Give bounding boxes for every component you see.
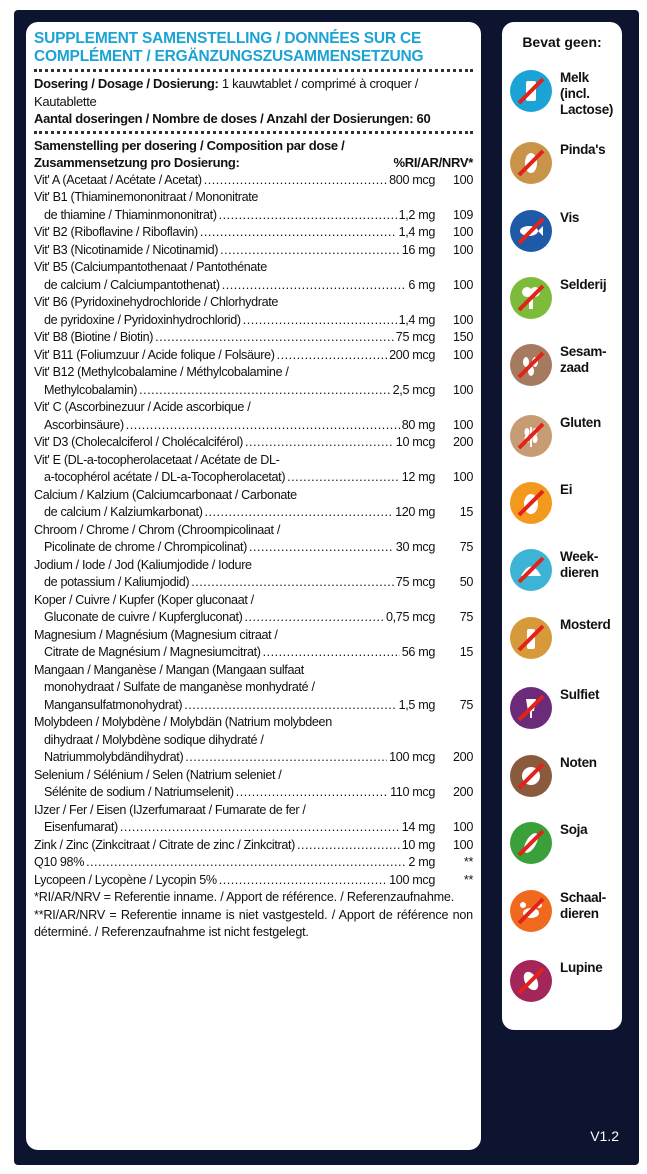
dot-leader <box>86 854 406 872</box>
nutrient-name-line: Vit' B1 (Thiaminemononitraat / Mononitrate <box>34 190 259 204</box>
nutrient-amount: 1,4 mg <box>398 225 435 239</box>
allergen-label: Vis <box>560 210 580 225</box>
nutrient-value-line <box>34 574 473 592</box>
nutrient-value-line <box>34 819 473 837</box>
allergen-label: Sesam- zaad <box>560 344 607 375</box>
nutrient-ri-percent: ** <box>463 872 473 887</box>
nutrient-ri-percent: 15 <box>459 505 473 519</box>
nutrient-row <box>34 802 473 837</box>
table-header <box>34 137 473 172</box>
nutrient-value-line <box>34 854 473 872</box>
dose-count-value: 60 <box>413 111 431 126</box>
dot-leader <box>249 539 394 557</box>
nutrient-amount: 1,5 mg <box>398 697 435 712</box>
nutrient-name-line: Vit' B6 (Pyridoxinehydrochloride / Chlorhydrate <box>34 295 279 309</box>
nutrient-value-line <box>34 207 473 225</box>
nutrient-name-line: Jodium / Iode / Jod (Kaliumjodide / Iodure <box>34 557 252 572</box>
allergen-label: Mosterd <box>560 617 611 632</box>
allergen-item <box>508 687 620 737</box>
nutrient-row <box>34 627 473 662</box>
nutrient-ri-percent: 75 <box>459 697 473 712</box>
nutrient-value-line <box>34 172 473 190</box>
dot-leader <box>219 207 397 225</box>
nutrient-name: Q10 98% <box>34 855 85 869</box>
nutrient-row <box>34 522 473 557</box>
dot-leader <box>205 504 394 522</box>
dot-leader <box>287 469 400 487</box>
allergen-label: Sulfiet <box>560 687 600 702</box>
dot-leader <box>243 312 397 330</box>
mustard-icon <box>510 617 552 659</box>
nutrient-row <box>34 452 473 487</box>
nutrient-ri-percent: 100 <box>453 312 473 327</box>
nutrient-amount: 120 mg <box>395 505 435 519</box>
allergen-item <box>508 822 620 872</box>
table-header-line2: Zusammensetzung pro Dosierung: <box>34 155 240 170</box>
nutrient-value-line <box>34 312 473 330</box>
nutrient-name: Eisenfumarat) <box>44 820 118 834</box>
crab-icon <box>510 890 552 932</box>
allergen-item <box>508 210 620 260</box>
nutrient-ri-percent: ** <box>463 855 473 869</box>
sulfite-icon <box>510 687 552 729</box>
nutrient-value-line <box>34 347 473 365</box>
dot-leader <box>126 417 400 435</box>
allergen-item <box>508 755 620 805</box>
allergen-item <box>508 549 620 599</box>
nutrient-name: de calcium / Kalziumkarbonat) <box>44 505 203 519</box>
dot-leader <box>204 172 387 190</box>
allergen-label: Noten <box>560 755 597 770</box>
nutrient-row <box>34 294 473 329</box>
nutrient-amount: 110 mcg <box>390 785 435 799</box>
dosage-block <box>34 75 473 128</box>
nutrient-name-line: monohydraat / Sulfate de manganèse monhydraté / <box>44 680 315 694</box>
nutrient-name: Picolinate de chrome / Chrompicolinat) <box>44 540 247 554</box>
nutrient-name-line: Molybdeen / Molybdène / Molybdän (Natrium molybdeen <box>34 715 332 729</box>
nutrient-amount: 0,75 mcg <box>385 610 435 624</box>
nutrient-amount: 10 mcg <box>395 435 435 449</box>
nutrient-ri-percent: 100 <box>453 417 473 432</box>
allergen-label: Selderij <box>560 277 607 292</box>
dot-leader <box>184 697 396 715</box>
egg-icon <box>510 482 552 524</box>
allergen-item <box>508 415 620 465</box>
nutrient-ri-percent: 200 <box>453 785 473 799</box>
allergen-item <box>508 890 620 940</box>
allergen-item <box>508 960 620 1010</box>
nutrient-amount: 200 mcg <box>389 347 435 362</box>
dot-leader <box>220 242 400 260</box>
nutrient-row <box>34 347 473 365</box>
nutrient-name-line: Selenium / Sélénium / Selen (Natrium seleniet / <box>34 767 282 782</box>
nut-icon <box>510 755 552 797</box>
allergen-item <box>508 142 620 192</box>
nutrient-row <box>34 329 473 347</box>
nutrient-name: Sélénite de sodium / Natriumselenit) <box>44 785 234 799</box>
shell-icon <box>510 549 552 591</box>
allergen-label: Pinda's <box>560 142 606 157</box>
nutrient-row <box>34 662 473 715</box>
dot-leader <box>185 749 387 767</box>
nutrient-name: Vit' B2 (Riboflavine / Riboflavin) <box>34 225 198 239</box>
nutrient-name: de thiamine / Thiaminmononitrat) <box>44 207 217 222</box>
nutrient-amount: 16 mg <box>401 242 435 257</box>
nutrient-value-line <box>34 434 473 452</box>
allergen-item <box>508 344 620 394</box>
dotted-divider <box>34 69 473 72</box>
nutrient-row <box>34 854 473 872</box>
nutrient-amount: 12 mg <box>401 470 435 484</box>
nutrient-ri-percent: 200 <box>453 435 473 449</box>
sesame-icon <box>510 344 552 386</box>
dose-count-label: Aantal doseringen / Nombre de doses / Anzahl der Dosierungen: <box>34 111 414 126</box>
nutrient-ri-percent: 100 <box>453 172 473 187</box>
allergen-item <box>508 482 620 532</box>
nutrient-table <box>34 172 473 890</box>
nutrient-value-line <box>34 329 473 347</box>
nutrient-amount: 75 mcg <box>395 330 435 344</box>
allergen-label: Ei <box>560 482 573 497</box>
allergen-label: Week- dieren <box>560 549 599 580</box>
nutrient-row <box>34 872 473 890</box>
lupine-icon <box>510 960 552 1002</box>
footnote-2: **RI/AR/NRV = Referentie inname is niet vastgesteld. / Apport de référence non déterminé. / Referenzaufnahme ist nicht festgelegt. <box>34 907 473 939</box>
nutrient-name: Gluconate de cuivre / Kupfergluconat) <box>44 610 243 624</box>
nutrient-amount: 100 mcg <box>389 750 435 764</box>
celery-icon <box>510 277 552 319</box>
nutrient-ri-percent: 109 <box>453 207 473 222</box>
footnote-1: *RI/AR/NRV = Referentie inname. / Apport de référence. / Referenzaufnahme. <box>34 890 455 904</box>
nutrient-name: Vit' B3 (Nicotinamide / Nicotinamid) <box>34 242 219 257</box>
dosage-value: 1 kauwtablet / comprimé à croquer / <box>218 76 419 91</box>
dot-leader <box>297 837 400 855</box>
dot-leader <box>120 819 400 837</box>
dot-leader <box>139 382 391 400</box>
nutrient-ri-percent: 15 <box>459 645 473 659</box>
allergen-title: Bevat geen: <box>522 34 602 50</box>
nutrient-amount: 2,5 mcg <box>392 382 435 397</box>
nutrient-name-line: Vit' B12 (Methylcobalamine / Méthylcobalamine / <box>34 365 289 379</box>
nutrient-name: Vit' B11 (Foliumzuur / Acide folique / Folsäure) <box>34 347 275 362</box>
nutrient-name-line: IJzer / Fer / Eisen (IJzerfumaraat / Fumarate de fer / <box>34 802 306 817</box>
nutrient-amount: 800 mcg <box>389 172 435 187</box>
dot-leader <box>219 872 387 890</box>
nutrient-name-line: Koper / Cuivre / Kupfer (Koper gluconaat / <box>34 592 254 607</box>
nutrient-row <box>34 364 473 399</box>
nutrient-value-line <box>34 277 473 295</box>
heading-line2: COMPLÉMENT / ERGÄNZUNGSZUSAMMENSETZUNG <box>34 48 424 65</box>
dot-leader <box>191 574 394 592</box>
nutrient-value-line <box>34 609 473 627</box>
dot-leader <box>244 609 384 627</box>
nutrient-name: Vit' B8 (Biotine / Biotin) <box>34 330 154 344</box>
nutrient-name: Lycopeen / Lycopène / Lycopin 5% <box>34 872 217 887</box>
nutrient-value-line <box>34 382 473 400</box>
nutrient-ri-percent: 100 <box>453 277 473 292</box>
heading-line1: SUPPLEMENT SAMENSTELLING / DONNÉES SUR CE <box>34 30 422 47</box>
nutrient-amount: 2 mg <box>408 855 435 869</box>
nutrient-value-line <box>34 242 473 260</box>
nutrient-amount: 80 mg <box>401 417 435 432</box>
nutrient-row <box>34 399 473 434</box>
nutrient-ri-percent: 150 <box>453 330 473 344</box>
nutrient-ri-percent: 200 <box>453 750 473 764</box>
nutrient-name: Mangansulfatmonohydrat) <box>44 697 183 712</box>
nutrient-amount: 100 mcg <box>389 872 435 887</box>
nutrient-name: Vit' A (Acetaat / Acétate / Acetat) <box>34 172 202 187</box>
nutrient-ri-percent: 75 <box>459 540 473 554</box>
nutrient-name: Methylcobalamin) <box>44 382 138 397</box>
allergen-item <box>508 277 620 327</box>
nutrient-row <box>34 189 473 224</box>
nutrient-row <box>34 434 473 452</box>
allergen-label: Gluten <box>560 415 601 430</box>
nutrient-name: de calcium / Calciumpantothenat) <box>44 277 220 292</box>
nutrient-name-line: dihydraat / Molybdène sodique dihydraté / <box>44 732 264 747</box>
peanut-icon <box>510 142 552 184</box>
nutrient-row <box>34 172 473 190</box>
dot-leader <box>200 224 397 242</box>
allergen-label: Lupine <box>560 960 603 975</box>
nutrient-amount: 75 mcg <box>395 575 435 589</box>
table-header-ri: %RI/AR/NRV* <box>393 155 473 170</box>
nutrient-ri-percent: 75 <box>459 610 473 624</box>
nutrient-value-line <box>34 837 473 855</box>
version-label: V1.2 <box>590 1128 619 1144</box>
nutrient-name-line: Mangaan / Manganèse / Mangan (Mangaan sulfaat <box>34 662 304 677</box>
nutrient-name-line: Vit' E (DL-a-tocopherolacetaat / Acétate de DL- <box>34 452 280 467</box>
nutrient-ri-percent: 100 <box>453 347 473 362</box>
allergen-label: Schaal- dieren <box>560 890 606 921</box>
nutrient-value-line <box>34 644 473 662</box>
nutrient-value-line <box>34 872 473 890</box>
allergen-item <box>508 70 620 120</box>
nutrient-name: Citrate de Magnésium / Magnesiumcitrat) <box>44 645 261 659</box>
nutrient-amount: 1,2 mg <box>398 207 435 222</box>
composition-panel <box>26 22 481 1150</box>
dot-leader <box>155 329 394 347</box>
nutrient-value-line <box>34 417 473 435</box>
soy-icon <box>510 822 552 864</box>
composition-heading <box>34 30 473 66</box>
nutrient-amount: 1,4 mg <box>398 312 435 327</box>
nutrient-value-line <box>34 697 473 715</box>
allergen-panel <box>502 22 622 1030</box>
nutrient-amount: 14 mg <box>401 820 435 834</box>
dot-leader <box>245 434 394 452</box>
nutrient-name-line: Vit' C (Ascorbinezuur / Acide ascorbique / <box>34 400 251 414</box>
nutrient-row <box>34 714 473 767</box>
allergen-item <box>508 617 620 667</box>
nutrient-row <box>34 767 473 802</box>
nutrient-ri-percent: 100 <box>453 225 473 239</box>
nutrient-name: de pyridoxine / Pyridoxinhydrochlorid) <box>44 312 241 327</box>
nutrient-name: Natriummolybdändihydrat) <box>44 750 184 764</box>
nutrient-ri-percent: 100 <box>453 837 473 852</box>
milk-icon <box>510 70 552 112</box>
dot-leader <box>277 347 388 365</box>
nutrient-row <box>34 487 473 522</box>
nutrient-ri-percent: 100 <box>453 470 473 484</box>
nutrient-row <box>34 592 473 627</box>
dotted-divider <box>34 131 473 134</box>
nutrient-name: de potassium / Kaliumjodid) <box>44 575 190 589</box>
nutrient-name-line: Calcium / Kalzium (Calciumcarbonaat / Carbonate <box>34 487 297 502</box>
nutrient-ri-percent: 100 <box>453 820 473 834</box>
nutrient-value-line <box>34 504 473 522</box>
table-header-line1: Samenstelling per dosering / Composition par dose / <box>34 137 345 153</box>
nutrient-row <box>34 259 473 294</box>
footnotes <box>34 889 473 942</box>
nutrient-amount: 6 mg <box>408 277 435 292</box>
dosage-value2: Kautablette <box>34 93 97 109</box>
allergen-label: Soja <box>560 822 588 837</box>
dot-leader <box>236 784 388 802</box>
nutrient-ri-percent: 50 <box>459 575 473 589</box>
dot-leader <box>222 277 407 295</box>
dot-leader <box>263 644 400 662</box>
nutrient-amount: 56 mg <box>401 645 435 659</box>
nutrient-amount: 10 mg <box>401 837 435 852</box>
nutrient-row <box>34 242 473 260</box>
nutrient-name: Vit' D3 (Cholecalciferol / Cholécalciférol) <box>34 435 243 449</box>
nutrient-name-line: Vit' B5 (Calciumpantothenaat / Pantothénate <box>34 260 267 274</box>
nutrient-row <box>34 837 473 855</box>
nutrient-name: Ascorbinsäure) <box>44 417 124 432</box>
fish-icon <box>510 210 552 252</box>
nutrient-name: a-tocophérol acétate / DL-a-Tocopherolacetat) <box>44 470 286 484</box>
nutrient-value-line <box>34 539 473 557</box>
nutrient-ri-percent: 100 <box>453 242 473 257</box>
nutrient-value-line <box>34 749 473 767</box>
nutrient-value-line <box>34 224 473 242</box>
nutrient-ri-percent: 100 <box>453 382 473 397</box>
nutrient-name-line: Magnesium / Magnésium (Magnesium citraat / <box>34 627 278 642</box>
nutrient-value-line <box>34 784 473 802</box>
wheat-icon <box>510 415 552 457</box>
nutrient-value-line <box>34 469 473 487</box>
nutrient-row <box>34 224 473 242</box>
dosage-label: Dosering / Dosage / Dosierung: <box>34 76 219 91</box>
nutrient-row <box>34 557 473 592</box>
allergen-label: Melk (incl. Lactose) <box>560 70 614 117</box>
nutrient-name-line: Chroom / Chrome / Chrom (Chroompicolinaat / <box>34 522 281 537</box>
nutrient-amount: 30 mcg <box>395 540 435 554</box>
nutrient-name: Zink / Zinc (Zinkcitraat / Citrate de zinc / Zinkcitrat) <box>34 837 296 852</box>
